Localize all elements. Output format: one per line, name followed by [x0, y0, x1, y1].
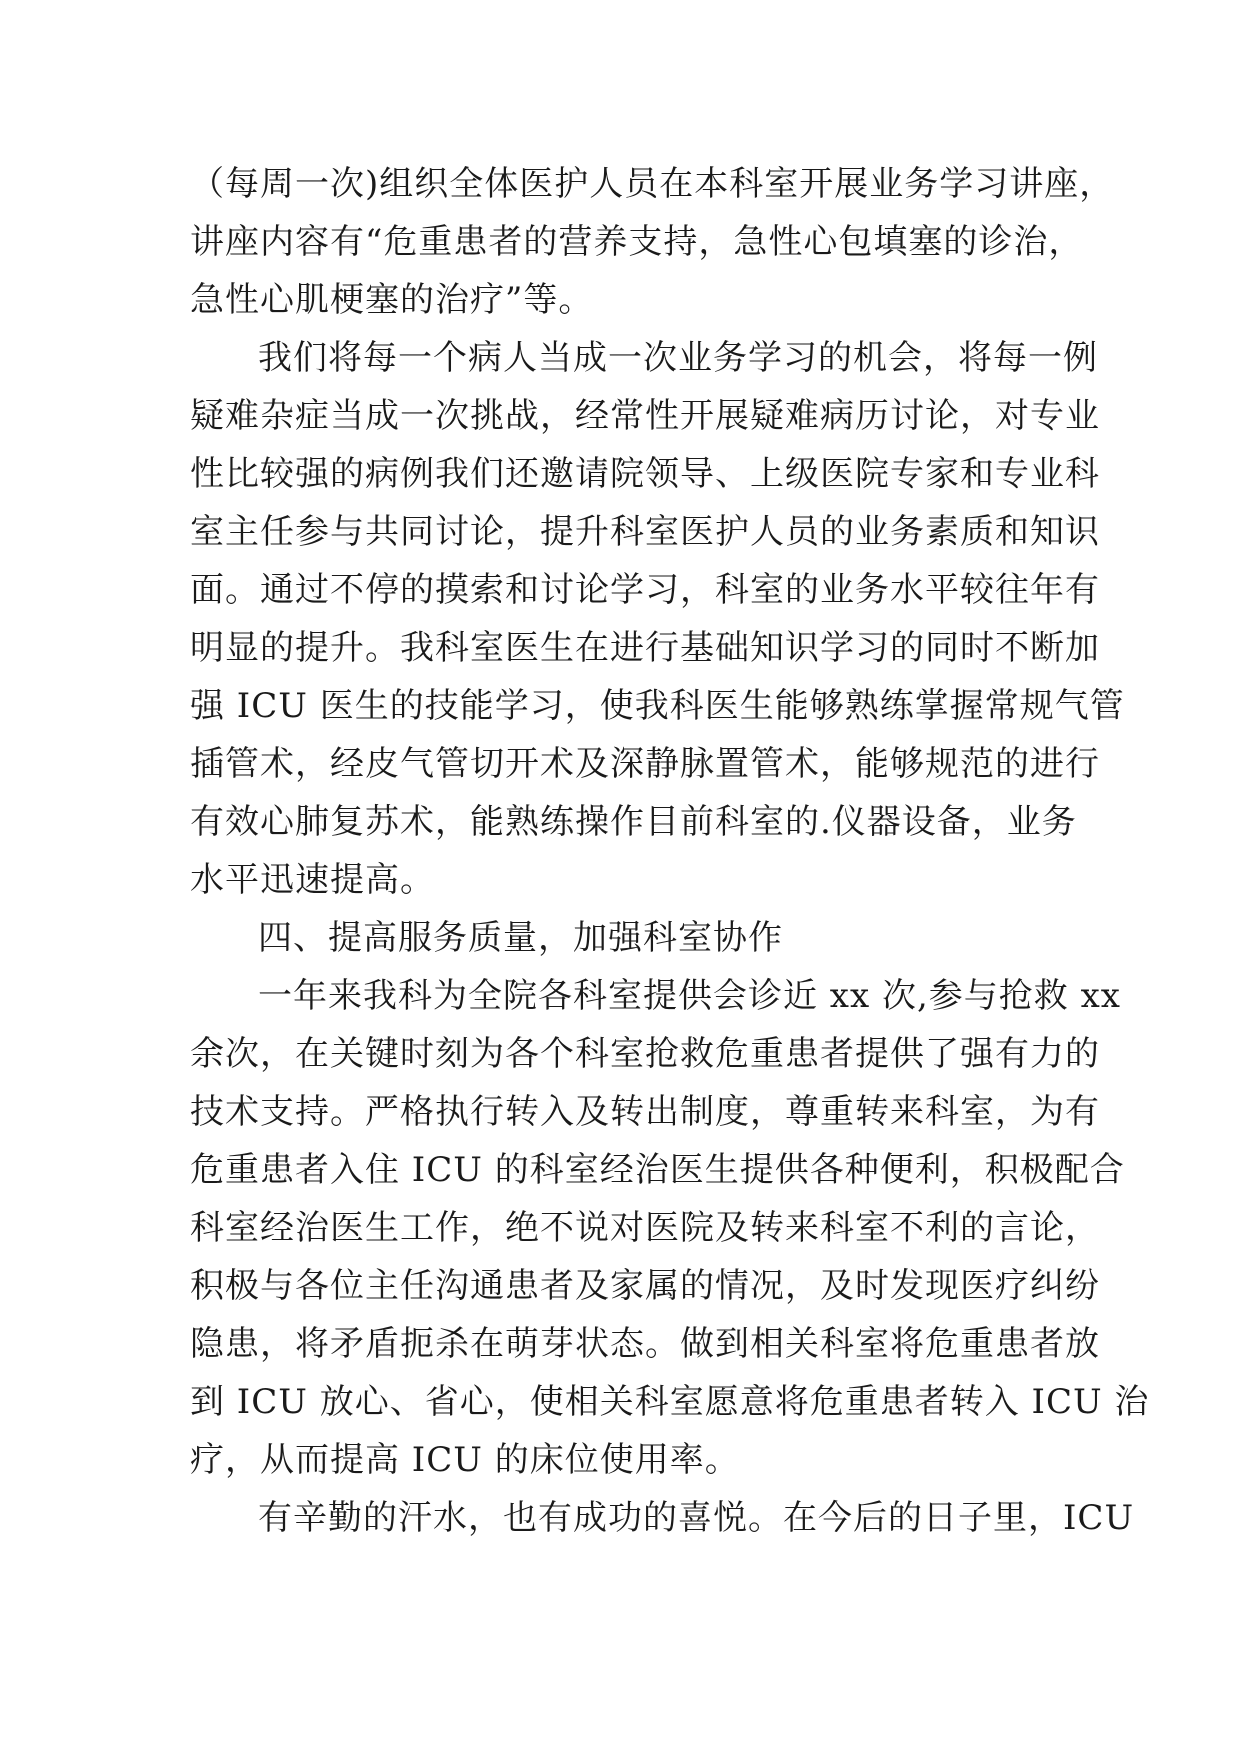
- paragraph-line: 面。通过不停的摸索和讨论学习，科室的业务水平较往年有: [190, 570, 1100, 610]
- paragraph-line: 余次，在关键时刻为各个科室抢救危重患者提供了强有力的: [190, 1034, 1100, 1074]
- paragraph-line: 一年来我科为全院各科室提供会诊近 xx 次,参与抢救 xx: [258, 976, 1121, 1016]
- paragraph-line: 积极与各位主任沟通患者及家属的情况，及时发现医疗纠纷: [190, 1266, 1100, 1306]
- paragraph-line: 急性心肌梗塞的治疗”等。: [190, 280, 594, 320]
- paragraph-line: 到 ICU 放心、省心，使相关科室愿意将危重患者转入 ICU 治: [190, 1382, 1150, 1422]
- paragraph: [190, 909, 1070, 967]
- paragraph: [190, 329, 1125, 909]
- document-body: [190, 155, 1150, 1547]
- paragraph-line: 室主任参与共同讨论，提升科室医护人员的业务素质和知识: [190, 512, 1100, 552]
- paragraph-line: 有辛勤的汗水，也有成功的喜悦。在今后的日子里，ICU: [258, 1498, 1135, 1538]
- paragraph: [190, 155, 1115, 329]
- paragraph-line: 科室经治医生工作，绝不说对医院及转来科室不利的言论，: [190, 1208, 1100, 1248]
- paragraph-line: 水平迅速提高。: [190, 860, 435, 900]
- paragraph-line: 技术支持。严格执行转入及转出制度，尊重转来科室，为有: [190, 1092, 1100, 1132]
- paragraph-line: 插管术，经皮气管切开术及深静脉置管术，能够规范的进行: [190, 744, 1100, 784]
- paragraph-line: 我们将每一个病人当成一次业务学习的机会，将每一例: [258, 338, 1098, 378]
- paragraph-line: 讲座内容有“危重患者的营养支持，急性心包填塞的诊治，: [190, 222, 1084, 262]
- paragraph-line: 疗，从而提高 ICU 的床位使用率。: [190, 1440, 740, 1480]
- paragraph-line: 强 ICU 医生的技能学习，使我科医生能够熟练掌握常规气管: [190, 686, 1125, 726]
- paragraph-line: 危重患者入住 ICU 的科室经治医生提供各种便利，积极配合: [190, 1150, 1125, 1190]
- paragraph-line: 四、提高服务质量，加强科室协作: [258, 918, 783, 958]
- paragraph-line: 隐患，将矛盾扼杀在萌芽状态。做到相关科室将危重患者放: [190, 1324, 1100, 1364]
- paragraph: [190, 1489, 1135, 1547]
- paragraph-line: 明显的提升。我科室医生在进行基础知识学习的同时不断加: [190, 628, 1100, 668]
- paragraph-line: 性比较强的病例我们还邀请院领导、上级医院专家和专业科: [190, 454, 1100, 494]
- paragraph-line: 有效心肺复苏术，能熟练操作目前科室的.仪器设备，业务: [190, 802, 1077, 842]
- paragraph-line: （每周一次)组织全体医护人员在本科室开展业务学习讲座，: [190, 164, 1115, 204]
- paragraph-line: 疑难杂症当成一次挑战，经常性开展疑难病历讨论，对专业: [190, 396, 1100, 436]
- paragraph: [190, 967, 1150, 1489]
